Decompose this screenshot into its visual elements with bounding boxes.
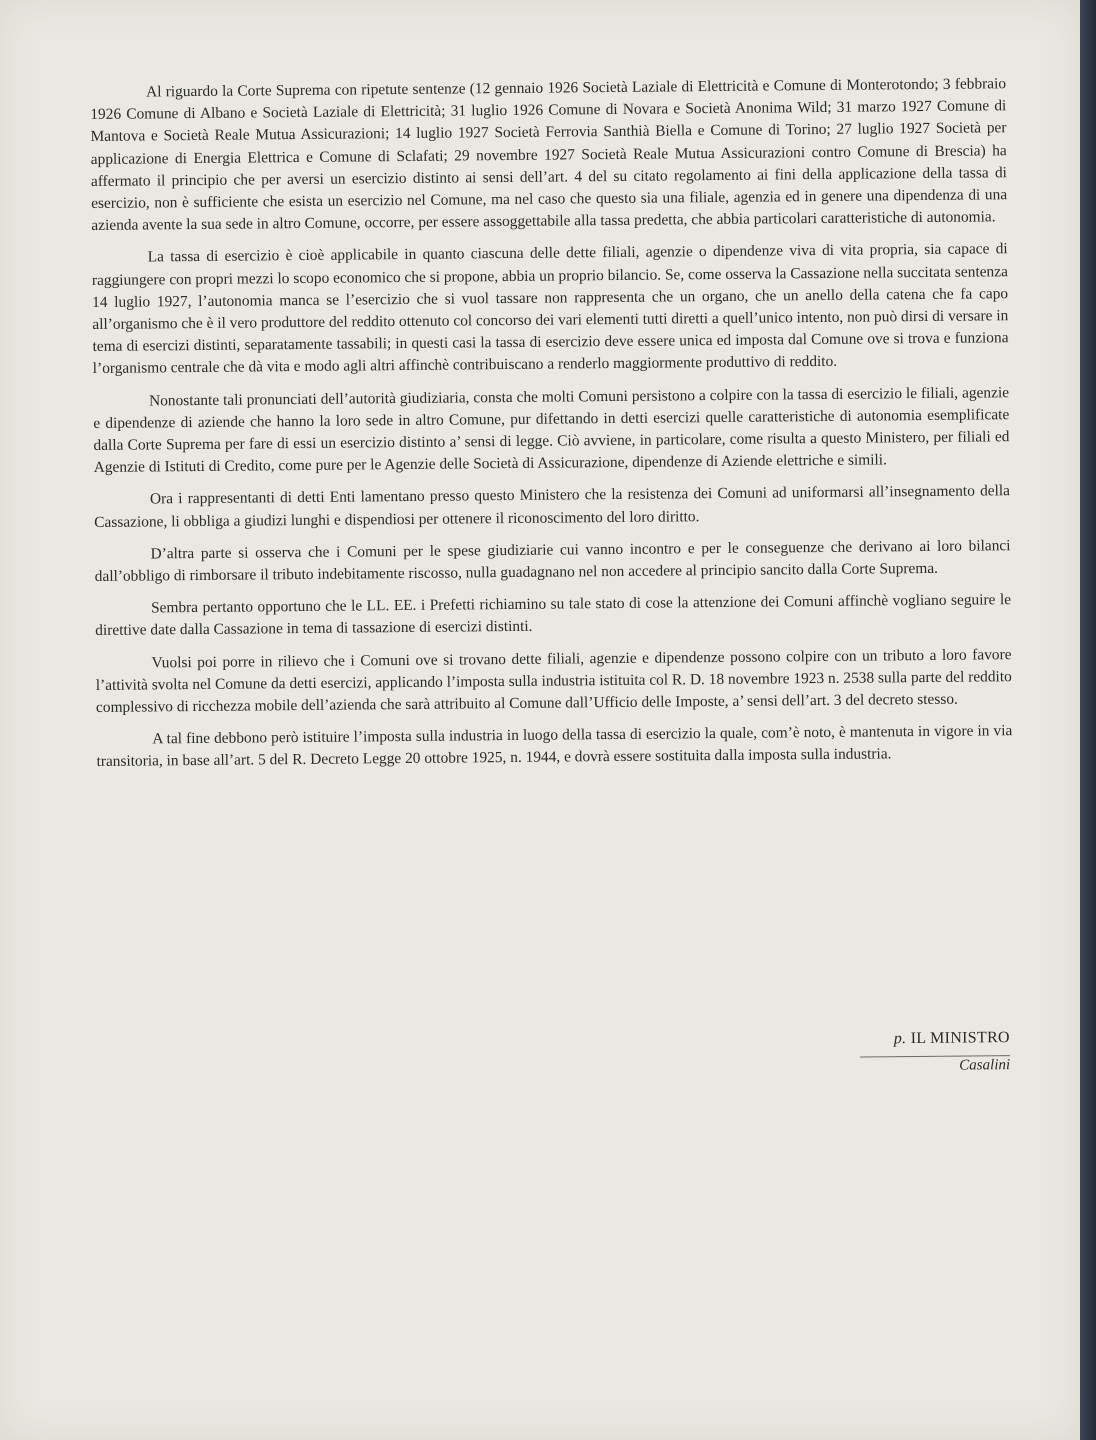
signature-role: IL MINISTRO xyxy=(910,1029,1010,1048)
paragraph: Al riguardo la Corte Suprema con ripetute sentenze (12 gennaio 1926 Società Laziale di Elettricità e Comune di Monterotondo; 3 febbraio 1926 Comune di Albano e Società Laziale di Elettricità; 31 luglio 1926 Comune di Novara e Società Anonima Wild; 31 marzo 1927 Comune di Mantova e Società Reale Mutua Assicurazioni; 14 luglio 1927 Società Ferrovia Santhià Biella e Comune di Torino; 27 luglio 1927 Società per applicazione di Energia Elettrica e Comune di Sclafati; 29 novembre 1927 Società Reale Mutua Assicurazioni contro Comune di Brescia) ha affermato il principio che per aversi un esercizio distinto ai sensi dell’art. 4 del su citato regolamento ai fini della applicazione della tassa di esercizio, non è sufficiente che esista un esercizio nel Comune, ma nel caso che questo sia una filiale, agenzia ed in genere una dipendenza di una azienda avente la sua sede in altro Comune, occorre, per essere assoggettabile alla tassa predetta, che abbia particolari caratteristiche di autonomia. xyxy=(90,75,1008,235)
paragraph: D’altra parte si osserva che i Comuni per le spese giudiziarie cui vanno incontro e per le conseguenze che derivano ai loro bilanci dall’obbligo di rimborsare il tributo indebitamente riscosso, nulla guadagnano nel non accedere al principio sancito dalla Corte Suprema. xyxy=(94,537,1011,586)
paragraph: Vuolsi poi porre in rilievo che i Comuni ove si trovano dette filiali, agenzie e dipendenze possono colpire con un tributo a loro favore l’attività svolta nel Comune da detti esercizi, applicando l’imposta sulla industria istituita col R. D. 18 novembre 1923 n. 2538 sulla parte del reddito complessivo di ricchezza mobile dell’azienda che sarà attribuito al Comune dall’Ufficio delle Imposte, a’ sensi dell’art. 3 del decreto stesso. xyxy=(95,645,1012,717)
paragraph: Ora i rappresentanti di detti Enti lamentano presso questo Ministero che la resistenza dei Comuni ad uniformarsi all’insegnamento della Cassazione, li obbliga a giudizi lunghi e dispendiosi per ottenere il riconoscimento del loro diritto. xyxy=(94,482,1011,531)
paragraph: Nonostante tali pronunciati dell’autorità giudiziaria, consta che molti Comuni persistono a colpire con la tassa di esercizio le filiali, agenzie e dipendenze di aziende che hanno la loro sede in altro Comune, pur difettando in detti esercizi quelle caratteristiche di autonomia esemplificate dalla Corte Suprema per fare di essi un esercizio distinto a’ sensi di legge. Ciò avviene, in particolare, come risulta a questo Ministero, per filiali ed Agenzie di Istituti di Credito, come pure per le Agenzie delle Società di Assicurazione, dipendenze di Aziende elettriche e simili. xyxy=(93,383,1010,477)
signature-prefix: p. xyxy=(893,1030,907,1048)
signature-block xyxy=(820,1029,1010,1076)
paragraph: Sembra pertanto opportuno che le LL. EE. i Prefetti richiamino su tale stato di cose la attenzione dei Comuni affinchè vogliano seguire le direttive date dalla Cassazione in tema di tassazione di esercizi distinti. xyxy=(95,591,1012,640)
document-body xyxy=(90,73,1013,783)
scan-edge xyxy=(1080,0,1096,1440)
paragraph: A tal fine debbono però istituire l’imposta sulla industria in luogo della tassa di esercizio la quale, com’è noto, è mantenuta in vigore in via transitoria, in base all’art. 5 del R. Decreto Legge 20 ottobre 1925, n. 1944, e dovrà essere sostituita dalla imposta sulla industria. xyxy=(96,722,1013,771)
paragraph: La tassa di esercizio è cioè applicabile in quanto ciascuna delle dette filiali, agenzie o dipendenze viva di vita propria, sia capace di raggiungere con propri mezzi lo scopo economico che si propone, abbia un proprio bilancio. Se, come osserva la Cassazione nella succitata sentenza 14 luglio 1927, l’autonomia manca se l’esercizio che si vuol tassare non rappresenta che un organo, che un anello della catena che fa capo all’organismo che è il vero produttore del reddito ottenuto col concorso dei vari elementi tutti diretti a quell’unico intento, non può dirsi di versare in tema di esercizi distinti, separatamente tassabili; in questi casi la tassa di esercizio deve essere unica ed imposta dal Comune ove si trova e funziona l’organismo centrale che dà vita e modo agli altri affinchè contribuiscano a renderlo maggiormente produttivo di reddito. xyxy=(91,240,1009,378)
signature-name: Casalini xyxy=(959,1057,1011,1074)
signature-role-line xyxy=(820,1029,1010,1049)
